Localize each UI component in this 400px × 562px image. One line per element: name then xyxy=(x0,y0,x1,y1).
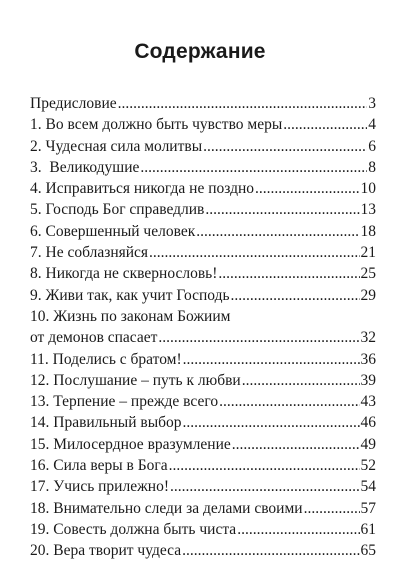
toc-entry-title: 8. Никогда не сквернословь! xyxy=(30,265,218,283)
toc-entry-page: 21 xyxy=(360,244,376,262)
toc-entry xyxy=(30,93,376,114)
page-title: Содержание xyxy=(134,40,266,63)
table-of-contents xyxy=(30,93,376,562)
toc-entry-title: 4. Исправиться никогда не поздно xyxy=(30,180,255,198)
dot-leader xyxy=(183,349,360,370)
toc-entry xyxy=(30,136,376,157)
dot-leader xyxy=(255,178,359,199)
toc-entry-page: 4 xyxy=(368,116,376,134)
toc-entry xyxy=(30,157,376,178)
toc-entry-page: 29 xyxy=(360,286,376,304)
toc-entry-title: 16. Сила веры в Бога xyxy=(30,457,168,475)
toc-entry xyxy=(30,178,376,199)
dot-leader xyxy=(170,476,359,497)
dot-leader xyxy=(158,327,359,348)
toc-entry-page: 25 xyxy=(360,265,376,283)
toc-entry xyxy=(30,242,376,263)
toc-entry-title: 18. Внимательно следи за делами своими xyxy=(30,499,303,517)
toc-entry-title: 2. Чудесная сила молитвы xyxy=(30,137,203,155)
toc-entry xyxy=(30,391,376,412)
dot-leader xyxy=(183,412,360,433)
toc-entry-title: 5. Господь Бог справедлив xyxy=(30,201,205,219)
dot-leader xyxy=(149,242,359,263)
toc-entry-title: 19. Совесть должна быть чиста xyxy=(30,520,237,538)
toc-entry xyxy=(30,434,376,455)
toc-entry xyxy=(30,540,376,561)
toc-entry-page: 39 xyxy=(360,371,376,389)
toc-entry-title: 7. Не соблазняйся xyxy=(30,244,149,262)
dot-leader xyxy=(219,391,359,412)
toc-entry xyxy=(30,412,376,433)
dot-leader xyxy=(218,263,359,284)
toc-entry-title: 14. Правильный выбор xyxy=(30,414,182,432)
toc-entry-title: 20. Вера творит чудеса xyxy=(30,542,182,560)
dot-leader xyxy=(242,370,360,391)
toc-entry-title: 9. Живи так, как учит Господь xyxy=(30,286,230,304)
toc-entry xyxy=(30,370,376,391)
toc-entry-page: 13 xyxy=(360,201,376,219)
dot-leader xyxy=(196,221,359,242)
toc-entry xyxy=(30,498,376,519)
toc-entry-page: 57 xyxy=(360,499,376,517)
toc-entry-title: 17. Учись прилежно! xyxy=(30,478,170,496)
toc-entry-title: 10. Жизнь по законам Божиим xyxy=(30,307,231,325)
toc-entry xyxy=(30,114,376,135)
toc-entry-page: 61 xyxy=(360,520,376,538)
toc-entry-page: 36 xyxy=(360,350,376,368)
dot-leader xyxy=(182,540,359,561)
toc-entry-title: 3. Великодушие xyxy=(30,158,140,176)
toc-entry xyxy=(30,199,376,220)
dot-leader xyxy=(232,434,360,455)
toc-entry xyxy=(30,263,376,284)
dot-leader xyxy=(304,498,360,519)
dot-leader xyxy=(203,136,367,157)
toc-entry-title: 1. Во всем должно быть чувство меры xyxy=(30,116,283,134)
toc-entry xyxy=(30,519,376,540)
toc-entry-page: 46 xyxy=(360,414,376,432)
toc-entry xyxy=(30,221,376,242)
dot-leader xyxy=(231,285,360,306)
toc-entry xyxy=(30,476,376,497)
toc-entry-page: 43 xyxy=(360,393,376,411)
toc-entry-page: 6 xyxy=(368,137,376,155)
toc-entry xyxy=(30,327,376,348)
toc-entry-page: 10 xyxy=(360,180,376,198)
dot-leader xyxy=(237,519,359,540)
toc-entry-title: 15. Милосердное вразумление xyxy=(30,435,231,453)
toc-entry-page: 49 xyxy=(360,435,376,453)
dot-leader xyxy=(169,455,360,476)
toc-entry-title: Предисловие xyxy=(30,95,117,112)
toc-entry-heading xyxy=(30,306,376,327)
toc-entry xyxy=(30,455,376,476)
dot-leader xyxy=(205,199,359,220)
toc-entry-page: 32 xyxy=(360,329,376,347)
dot-leader xyxy=(283,114,367,135)
dot-leader xyxy=(140,157,367,178)
toc-entry-title: 11. Поделись с братом! xyxy=(30,350,182,368)
toc-entry-page: 3 xyxy=(368,95,376,112)
toc-entry-page: 54 xyxy=(360,478,376,496)
toc-entry-page: 52 xyxy=(360,457,376,475)
toc-entry-page: 65 xyxy=(360,542,376,560)
toc-entry-title: 6. Совершенный человек xyxy=(30,222,196,240)
toc-entry-title: 13. Терпение – прежде всего xyxy=(30,393,219,411)
toc-entry-title: от демонов спасает xyxy=(30,329,158,347)
toc-entry-title: 12. Послушание – путь к любви xyxy=(30,371,241,389)
toc-entry xyxy=(30,285,376,306)
dot-leader xyxy=(118,93,368,114)
toc-entry xyxy=(30,349,376,370)
toc-entry-page: 18 xyxy=(360,222,376,240)
toc-entry-page: 8 xyxy=(368,158,376,176)
